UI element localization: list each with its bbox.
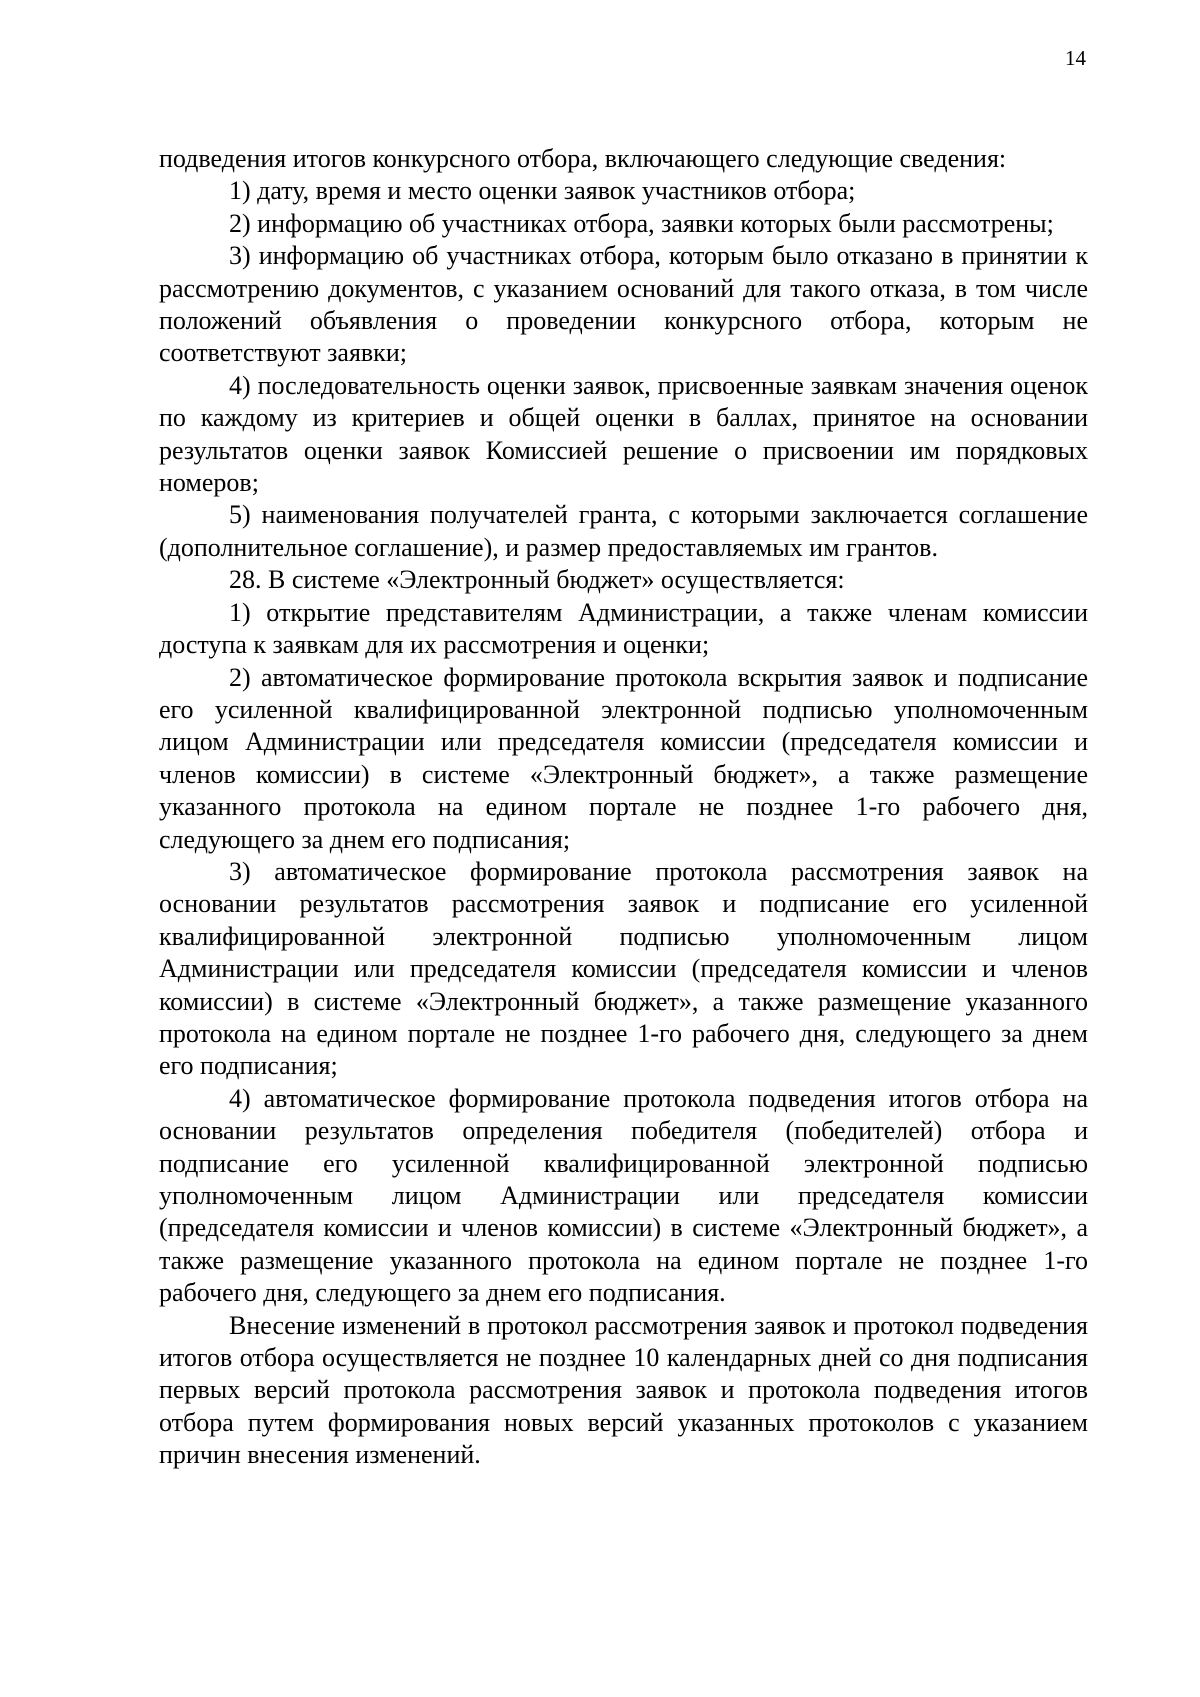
section-28-item-review-protocol: 3) автоматическое формирование протокола рассмотрения заявок на основании результатов рассмотрения заявок и подписание его усиленной квалифицированной электронной подписью уполномоченным лицом Администрации или председателя комиссии (председателя комиссии и членов комиссии) в системе «Электронный бюджет», а также размещение указанного протокола на едином портале не позднее 1-го рабочего дня, следующего за днем его подписания; <box>159 856 1088 1081</box>
section-28-item-results-protocol: 4) автоматическое формирование протокола подведения итогов отбора на основании результатов определения победителя (победителей) отбора и подписание его усиленной квалифицированной электронной подписью уполномоченным лицом Администрации или председателя комиссии (председателя комиссии и членов комиссии) в системе «Электронный бюджет», а также размещение указанного протокола на едином портале не позднее 1-го рабочего дня, следующего за днем его подписания. <box>159 1083 1088 1308</box>
list-item-participants: 2) информацию об участниках отбора, заявки которых были рассмотрены; <box>229 208 1054 238</box>
paragraph-intro: подведения итогов конкурсного отбора, включающего следующие сведения: <box>159 144 1007 173</box>
list-item-rejected: 3) информацию об участниках отбора, которым было отказано в принятии к рассмотрению документов, с указанием оснований для такого отказа, в том числе положений объявления о проведении конкурсного отбора, которым не соответствуют заявки; <box>159 241 1088 368</box>
page-number: 14 <box>1065 46 1086 70</box>
list-item-dates: 1) дату, время и место оценки заявок участников отбора; <box>229 176 856 206</box>
paragraph-amendments: Внесение изменений в протокол рассмотрения заявок и протокол подведения итогов отбора осуществляется не позднее 10 календарных дней со дня подписания первых версий протокола рассмотрения заявок и протокола подведения итогов отбора путем формирования новых версий указанных протоколов с указанием причин внесения изменений. <box>159 1310 1088 1470</box>
list-item-recipients: 5) наименования получателей гранта, с которыми заключается соглашение (дополнительное соглашение), и размер предоставляемых им грантов. <box>159 500 1088 562</box>
section-28-item-opening-protocol: 2) автоматическое формирование протокола вскрытия заявок и подписание его усиленной квалифицированной электронной подписью уполномоченным лицом Администрации или председателя комиссии (председателя комиссии и членов комиссии) в системе «Электронный бюджет», а также размещение указанного протокола на едином портале не позднее 1-го рабочего дня, следующего за днем его подписания; <box>159 662 1088 854</box>
section-heading-28: 28. В системе «Электронный бюджет» осуществляется: <box>229 565 845 595</box>
document-body <box>159 143 1088 1472</box>
list-item-evaluation: 4) последовательность оценки заявок, присвоенные заявкам значения оценок по каждому из критериев и общей оценки в баллах, принятое на основании результатов оценки заявок Комиссией решение о присвоении им порядковых номеров; <box>159 370 1088 498</box>
section-28-item-access: 1) открытие представителям Администрации, а также членам комиссии доступа к заявкам для их рассмотрения и оценки; <box>159 597 1088 660</box>
